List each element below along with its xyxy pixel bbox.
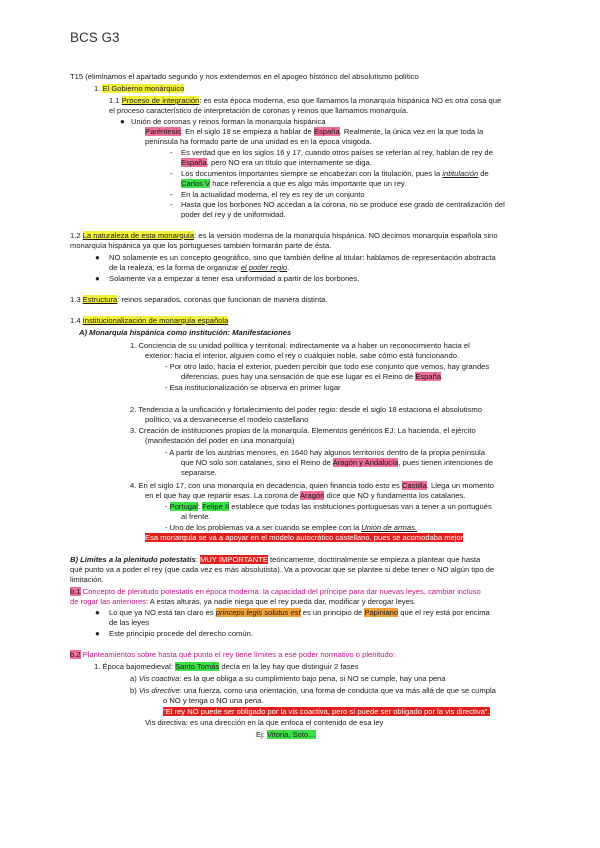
bullet-icon: - [170, 148, 173, 157]
text-span: en el que hay que repartir esas. La corona de [145, 491, 300, 500]
highlighted-text: princeps legis solutus est [215, 608, 301, 617]
text-line [181, 179, 406, 189]
text-span: el poder regio [240, 263, 288, 272]
text-span: al frente. [181, 512, 211, 521]
text-line [145, 127, 483, 137]
text-span: que NO solo son catalanes, sino el Reino de [181, 458, 333, 467]
text-span: poder del rey y de uniformidad. [181, 210, 286, 219]
text-span: de las leyes [109, 618, 150, 627]
bullet-icon: ● [95, 608, 100, 617]
text-span: : es la que obliga a su cumplimiento bajo pena, si NO se cumple, hay una pena [179, 674, 446, 683]
text-line [165, 362, 489, 372]
highlighted-text: b.2 [70, 650, 81, 659]
text-span: T15 (eliminamos el apartado segundo y nos extendemos en el apogeo histórico del absolutismo político [70, 72, 419, 81]
highlighted-text: Esa monarquía se va a apoyar en el modelo autocrático castellano, pues se acomodaba mejor [145, 533, 464, 542]
text-span: Este principio procede del derecho común. [109, 629, 253, 638]
text-span: - Esa institucionalización se observa en primer lugar [165, 383, 341, 392]
text-span: Es verdad que en los siglos 16 y 17, cuando otros países se referían al rey, hablan de rey de [181, 148, 493, 157]
text-span: qué punto va a poder el rey (que cada vez es más absolutista). Va a provocar que se plantee si debe tener o NO algún tipo de [70, 565, 495, 574]
text-line [70, 565, 494, 575]
bullet-icon: ● [120, 117, 125, 126]
text-line [131, 117, 326, 127]
text-span: Vis coactiva [138, 674, 180, 683]
text-line [145, 436, 294, 446]
text-span: península ha formado parte de una unidad es en la época visigoda. [145, 137, 372, 146]
text-span: : A estas alturas, ya nadie niega que el rey pueda dar, modificar y derogar leyes. [145, 597, 416, 606]
text-line [165, 383, 341, 393]
text-span: separarse. [181, 468, 217, 477]
text-span: Vis directive [138, 686, 180, 695]
highlighted-text: MUY IMPORTANTE [199, 555, 268, 564]
text-span: decía en la ley hay que distinguir 2 fases [219, 662, 359, 671]
text-span: 3. Creación de instituciones propias de la monarquía. Elementos genéricos EJ: La hacienda, el ejército [130, 426, 476, 435]
highlighted-text: La naturaleza de esta monarquía [82, 231, 195, 240]
text-line [130, 686, 496, 696]
text-span: : reinos separados, coronas que funcionan de manera distinta. [117, 295, 328, 304]
text-span: teóricamente, doctrinalmente se empieza a plantear que hasta [267, 555, 481, 564]
text-line [145, 137, 372, 147]
bullet-icon: ● [95, 629, 100, 638]
text-line [181, 210, 286, 220]
highlighted-text: Paréntesis [145, 127, 181, 136]
text-line [109, 253, 496, 263]
text-span: : es esta época moderna, eso que llamamos la monarquía hispánica NO es otra cosa que [199, 96, 502, 105]
highlighted-text: b.1 [70, 587, 81, 596]
text-span: Concepto de plenitudo potestatis en época moderna: la capacidad del príncipe para dar nuevas leyes, cambiar incluso [80, 587, 481, 596]
text-line [70, 72, 419, 82]
text-span: Ej: [256, 730, 267, 739]
text-span: 4. En el siglo 17, con una monarquía en decadencia, quien financia todo esto es [130, 481, 402, 490]
highlighted-text: Papiniano [364, 608, 399, 617]
text-span: es un principio de [300, 608, 365, 617]
text-span: el proceso característico de interpretación de coronas y reinos que llamamos monarquía. [109, 106, 409, 115]
text-span: hace referencia a que es algo más importante que un rey. [210, 179, 407, 188]
bullet-icon: ● [95, 274, 100, 283]
page-header: BCS G3 [70, 30, 120, 45]
text-span: - Uno de los problemas va a ser cuando se emplee con la [165, 523, 362, 532]
text-span: , pues tienen intenciones de [398, 458, 493, 467]
text-line [70, 650, 395, 660]
text-line [145, 718, 383, 728]
text-span: Vis directiva: es una dirección en la que enfoca el contenido de esa ley [145, 718, 384, 727]
text-span: - A partir de los austrias menores, en 1640 hay algunos territorios dentro de la propia península [165, 448, 485, 457]
text-line [130, 426, 476, 436]
text-span: establece que todas las instituciones portuguesas van a tener a un portugués [229, 502, 492, 511]
text-span: a) [130, 674, 139, 683]
bullet-icon: - [170, 169, 173, 178]
text-span: : En el siglo 18 se empieza a hablar de [180, 127, 314, 136]
text-span: 1.2 [70, 231, 83, 240]
text-line [181, 169, 489, 179]
highlighted-text: Proceso de integración [121, 96, 200, 105]
highlighted-text: "El rey NO puede ser obligado por la vis coactiva, pero sí puede ser obligado por la vis directiva". [163, 707, 490, 716]
text-line [165, 448, 485, 458]
text-line [94, 662, 359, 672]
text-line [165, 523, 417, 533]
text-line [70, 241, 331, 251]
text-span: (manifestación del poder en una monarquía) [145, 436, 295, 445]
text-line [70, 316, 228, 326]
bullet-icon: ● [95, 253, 100, 262]
highlighted-text: Institucionalización de monarquía española [82, 316, 229, 325]
text-line [181, 158, 372, 168]
text-line [130, 405, 482, 415]
text-span: o NO y tenga o NO una pena. [163, 696, 264, 705]
highlighted-text: Vitoria, Soto… [266, 730, 316, 739]
text-line [109, 618, 149, 628]
text-span: 1. Conciencia de su unidad política y territorial: indirectamente va a haber un reconocimiento hacia el [130, 341, 470, 350]
text-span: 1. Época bajomedieval: [94, 662, 176, 671]
text-line [181, 372, 443, 382]
text-line [130, 341, 470, 351]
text-span: B) Límites a la plenitudo potestatis [70, 555, 196, 564]
text-span: limitación. [70, 575, 104, 584]
text-span: Unión de armas. [361, 523, 417, 532]
text-line [145, 351, 459, 361]
highlighted-text: Carlos V [181, 179, 211, 188]
text-span: de la realeza, es la forma de organizar [109, 263, 241, 272]
text-line [181, 512, 211, 522]
text-span: dice que NO y fundamenta los catalanes. [324, 491, 466, 500]
highlighted-text: España [181, 158, 207, 167]
bullet-icon: - [170, 200, 173, 209]
text-span: Los documentos importantes siempre se encabezan con la titulación, pues la [181, 169, 443, 178]
text-line [79, 328, 291, 338]
text-line [163, 707, 490, 717]
text-line [70, 575, 104, 585]
text-line [109, 274, 359, 284]
text-span: Planteamientos sobre hasta qué punto el rey tiene límites a ese poder normativo o plenitudo: [80, 650, 396, 659]
text-line [70, 597, 416, 607]
text-span: : una fuerza, como una orientación, una forma de conducta que va más allá de que se cumpla [179, 686, 496, 695]
text-line [70, 555, 480, 565]
text-line [70, 231, 498, 241]
text-line [181, 468, 217, 478]
text-line [145, 491, 465, 501]
text-span: En la actualidad moderna, el rey es rey de un conjunto [181, 190, 365, 199]
text-span: intitulación [442, 169, 479, 178]
text-line [109, 106, 408, 116]
text-span: . [441, 372, 444, 381]
text-span: A) Monarquía hispánica como institución: Manifestaciones [79, 328, 292, 337]
text-span: : [195, 555, 200, 564]
text-span: b) [130, 686, 139, 695]
text-span: exterior: hacia el interior, alguien como el rey o cualquier noble, sabe cómo está funcionando. [145, 351, 460, 360]
text-line [70, 587, 481, 597]
text-line [256, 730, 316, 740]
text-line [181, 148, 493, 158]
text-line [130, 481, 494, 491]
text-span: : [197, 502, 203, 511]
text-span: , pero NO era un título que internamente se diga. [206, 158, 372, 167]
text-span: diferencias, pues hay una sensación de que ese lugar es el Reino de [181, 372, 416, 381]
text-line [94, 84, 184, 94]
text-span: Lo que ya NO está tan claro es [109, 608, 216, 617]
text-span: - [165, 502, 170, 511]
highlighted-text: Santo Tomás [175, 662, 220, 671]
text-span: . Realmente, la única vez en la que toda la [339, 127, 484, 136]
text-line [163, 696, 263, 706]
text-line [70, 295, 328, 305]
text-span: de rogar las anteriores [70, 597, 146, 606]
text-span: Hasta que los borbones NO accedan a la corona, no se produce ese grado de centralización del [181, 200, 505, 209]
text-span: que el rey está por encima [398, 608, 490, 617]
text-span: . Llega un momento [426, 481, 494, 490]
highlighted-text: Felipe II [202, 502, 230, 511]
text-span: . [287, 263, 290, 272]
highlighted-text: Aragón [299, 491, 325, 500]
text-span: Unión de coronas y reinos forman la monarquía hispánica [131, 117, 326, 126]
text-line [130, 674, 446, 684]
text-span: 2. Tendencia a la unificación y fortalecimiento del poder regio: desde el siglo 18 estaciona el absolutismo [130, 405, 482, 414]
text-line [181, 200, 505, 210]
text-line [145, 533, 463, 543]
text-span: monarquía hispánica ya que los portugueses también formarán parte de ésta. [70, 241, 332, 250]
text-line [109, 629, 253, 639]
highlighted-text: Aragón y Andalucía [332, 458, 399, 467]
highlighted-text: Portugal [169, 502, 198, 511]
highlighted-text: Castilla [401, 481, 427, 490]
text-span: de [478, 169, 489, 178]
text-span: político, va a desvanecerse el modelo castellano [145, 415, 309, 424]
text-span: 1.3 [70, 295, 83, 304]
text-span: - Por otro lado, hacia el exterior, pueden percibir que todo ese conjunto que vemos, hay grandes [165, 362, 490, 371]
highlighted-text: España [415, 372, 442, 381]
highlighted-text: España [313, 127, 340, 136]
text-line [181, 190, 365, 200]
text-line [165, 502, 492, 512]
bullet-icon: - [170, 190, 173, 199]
text-span: : es la versión moderna de la monarquía hispánica. NO decimos monarquía española sino [194, 231, 498, 240]
text-span: 1. [94, 84, 103, 93]
text-span: NO solamente es un concepto geográfico, sino que también define al titular: hablamos de representación abstracta [109, 253, 496, 262]
text-span: 1.4 [70, 316, 83, 325]
highlighted-text: El Gobierno monárquico [102, 84, 185, 93]
highlighted-text: Estructura [82, 295, 118, 304]
text-line [109, 608, 490, 618]
text-line [109, 263, 289, 273]
text-line [181, 458, 493, 468]
text-span: 1.1 [109, 96, 122, 105]
text-line [109, 96, 501, 106]
text-span: Solamente va a empezar a tener esa uniformidad a partir de los borbones. [109, 274, 360, 283]
text-line [145, 415, 308, 425]
